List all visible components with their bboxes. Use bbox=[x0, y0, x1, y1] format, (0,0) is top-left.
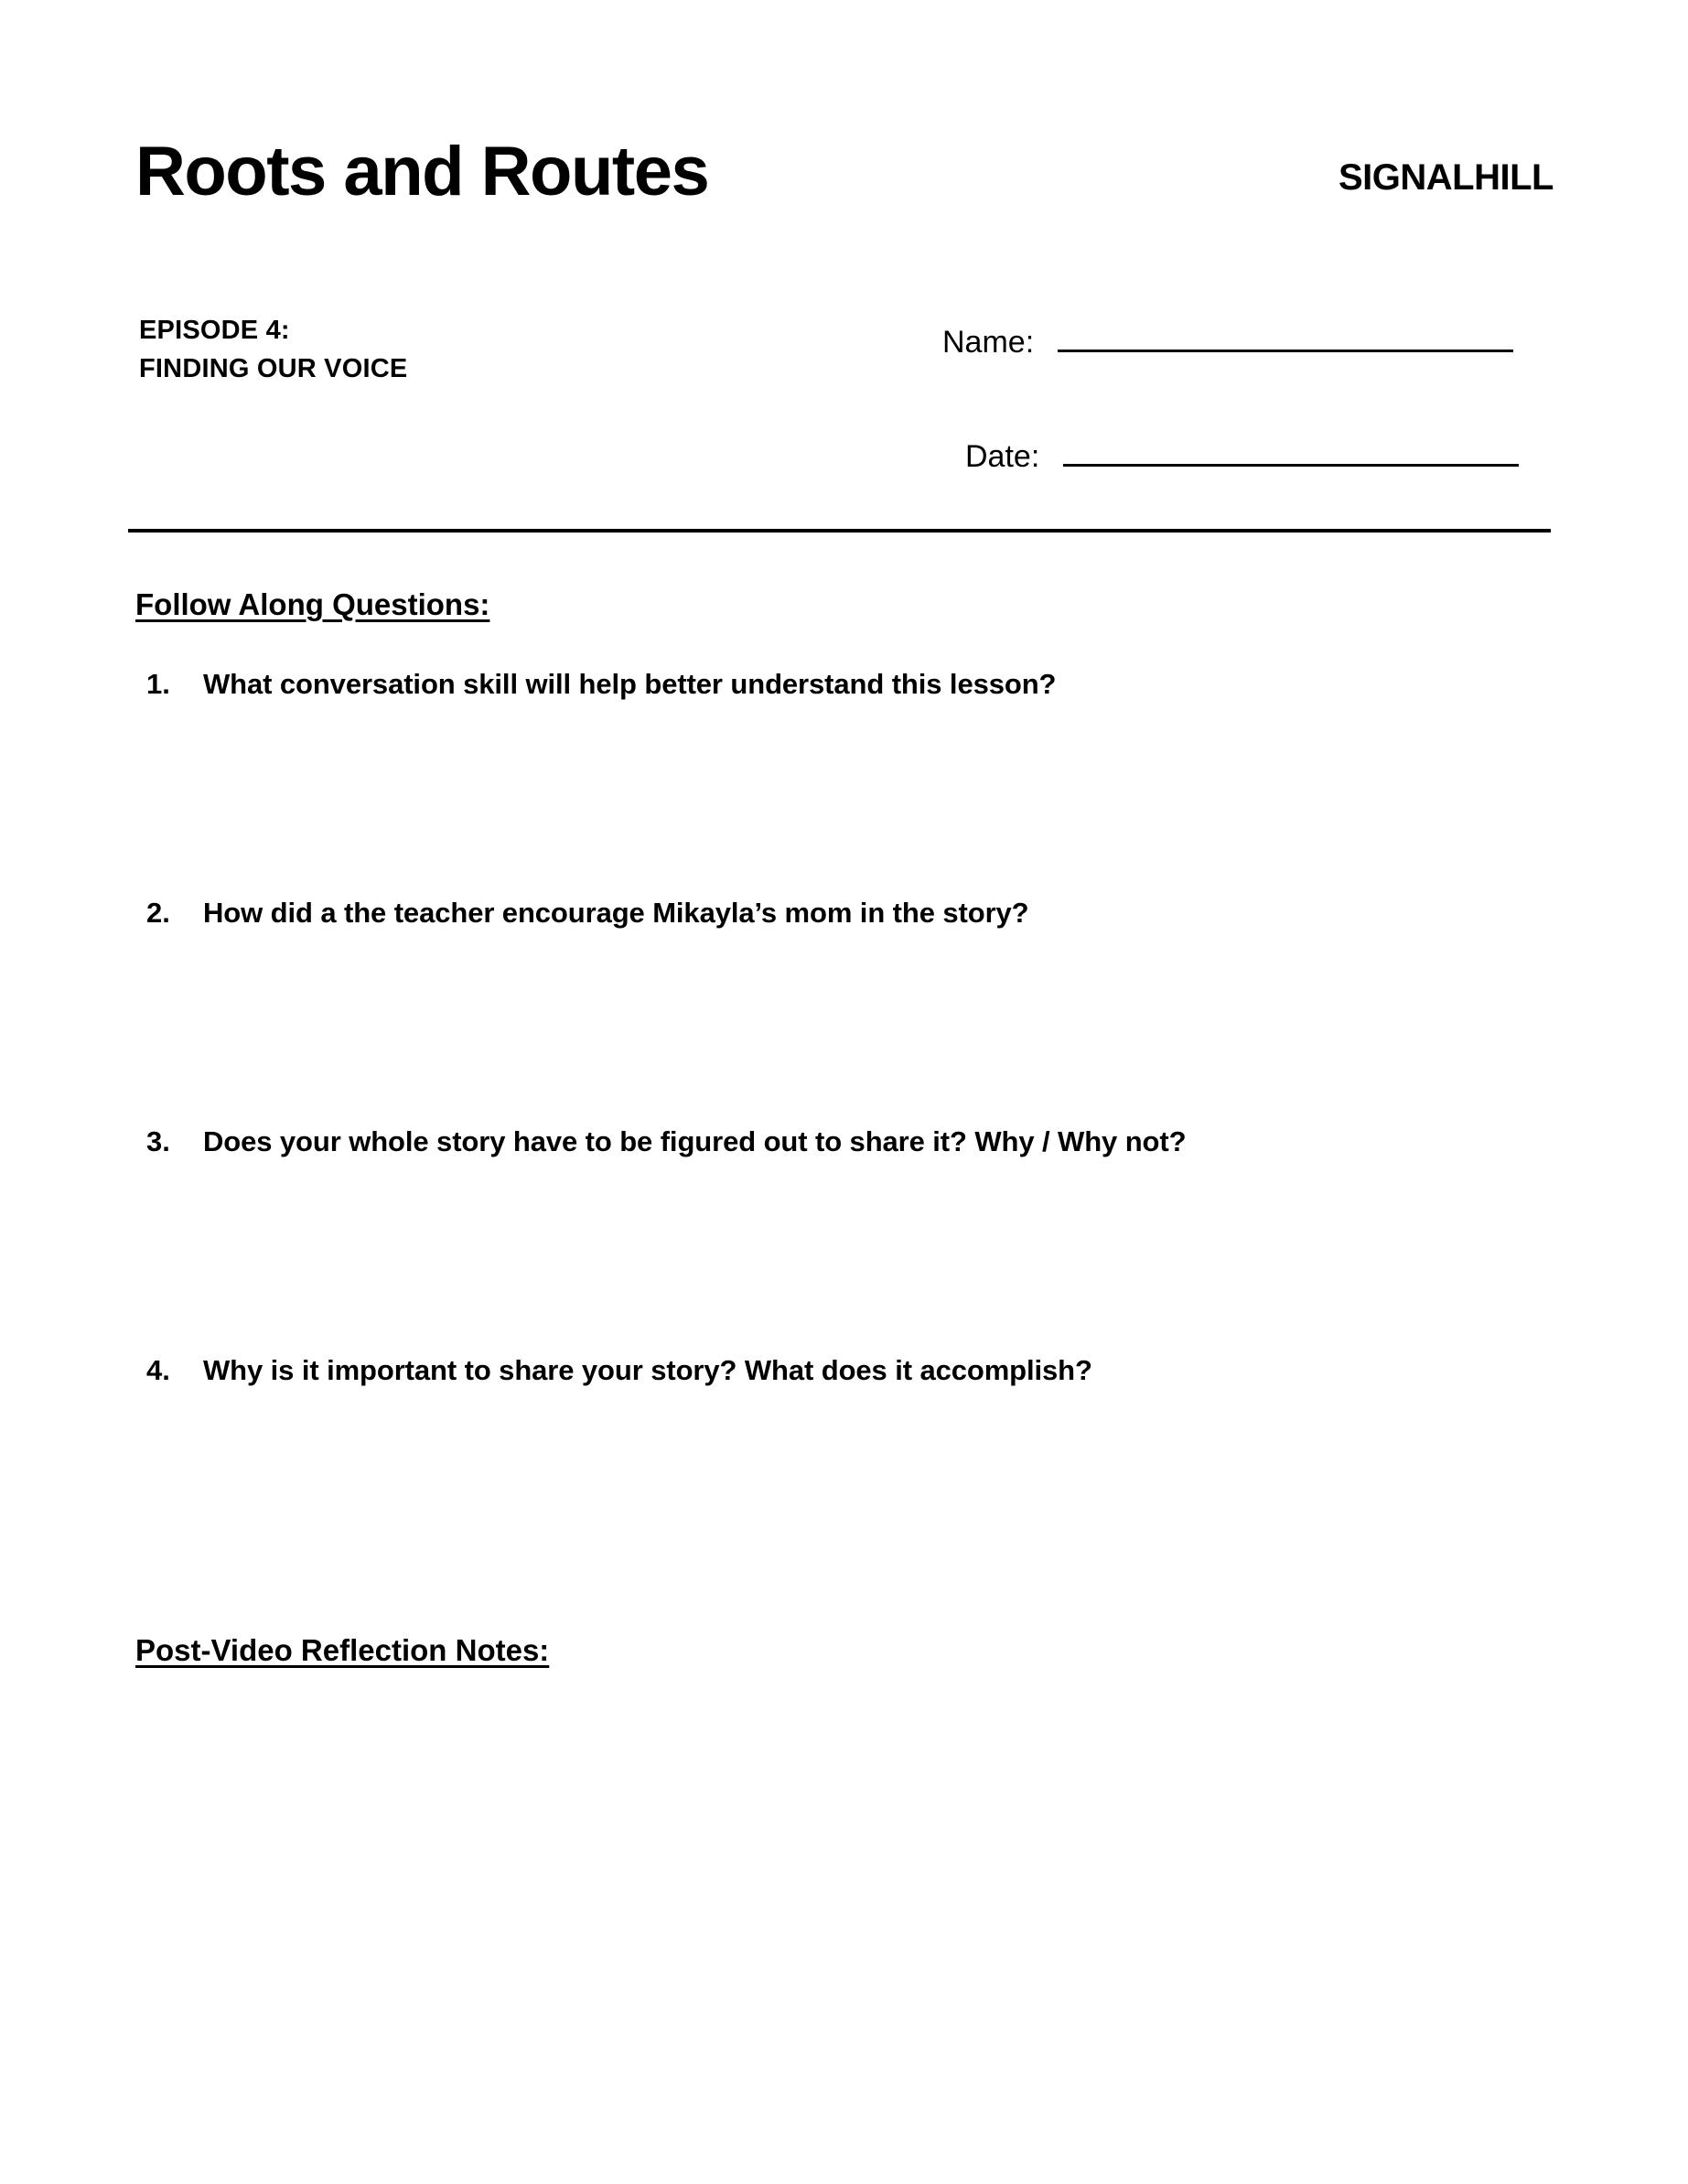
question-number: 2. bbox=[146, 897, 170, 929]
episode-title: FINDING OUR VOICE bbox=[139, 354, 408, 384]
episode-number: EPISODE 4: bbox=[139, 316, 290, 345]
list-item bbox=[146, 1125, 1546, 1354]
post-video-reflection-heading: Post-Video Reflection Notes: bbox=[135, 1633, 550, 1667]
episode-label bbox=[139, 311, 407, 388]
question-text: Does your whole story have to be figured out to share it? Why / Why not? bbox=[203, 1125, 1187, 1157]
name-field bbox=[942, 325, 1513, 360]
brand-name-part2: HILL bbox=[1474, 157, 1554, 198]
question-number: 4. bbox=[146, 1354, 170, 1386]
list-item bbox=[146, 668, 1546, 897]
date-input-line[interactable] bbox=[1063, 463, 1519, 467]
list-item bbox=[146, 1354, 1546, 1583]
document-header bbox=[135, 133, 1554, 247]
header-divider bbox=[128, 529, 1551, 533]
question-text: How did a the teacher encourage Mikayla’s mom in the story? bbox=[203, 897, 1029, 929]
page-title: Roots and Routes bbox=[135, 133, 709, 210]
questions-list bbox=[146, 668, 1546, 1583]
signalhill-logo bbox=[1339, 157, 1554, 199]
question-number: 1. bbox=[146, 668, 170, 700]
follow-along-questions-heading: Follow Along Questions: bbox=[135, 587, 490, 621]
brand-name-part1: SIGNAL bbox=[1339, 157, 1475, 198]
name-label: Name: bbox=[942, 325, 1035, 360]
date-label: Date: bbox=[965, 439, 1040, 474]
date-field bbox=[965, 439, 1519, 475]
list-item bbox=[146, 897, 1546, 1125]
question-text: Why is it important to share your story? What does it accomplish? bbox=[203, 1354, 1092, 1386]
question-text: What conversation skill will help better understand this lesson? bbox=[203, 668, 1057, 700]
question-number: 3. bbox=[146, 1125, 170, 1157]
name-input-line[interactable] bbox=[1058, 349, 1513, 352]
